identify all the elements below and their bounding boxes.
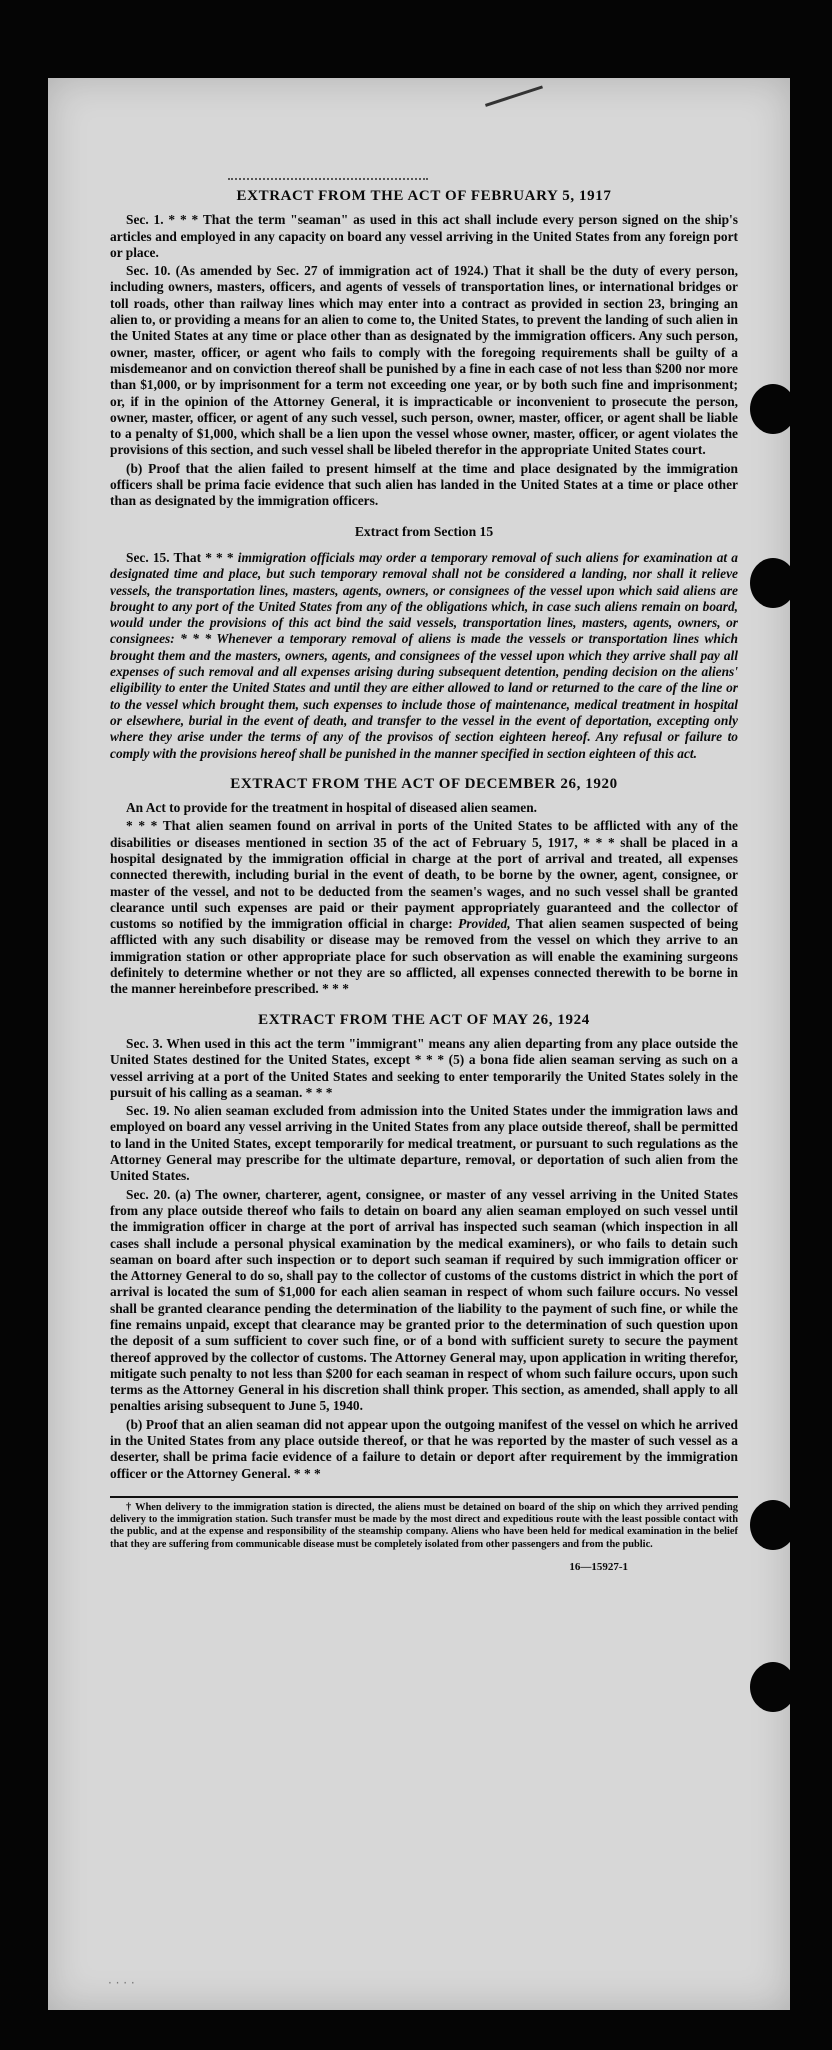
section-act-1920 (110, 776, 738, 998)
section-act-1917 (110, 188, 738, 510)
section-15-extract (110, 524, 738, 762)
document-number: 16—15927-1 (569, 1560, 628, 1573)
section-act-1924 (110, 1012, 738, 1482)
paragraph-sec-15 (110, 550, 738, 762)
hospital-text-b: That alien seamen suspected of being afflicted with any such disability or disease may be removed from the vessel on which they arrive to an immigration station or other appropriate place for such observation as will enable the examining surgeons definitely to determine whether or not they are so afflicted, all expenses connected therewith to be borne in the manner hereinbefore prescribed. * * * (110, 916, 739, 997)
punch-hole-2 (750, 558, 790, 608)
heading-act-1920: EXTRACT FROM THE ACT OF DECEMBER 26, 1920 (230, 775, 618, 792)
footnote-divider (110, 1496, 738, 1498)
heading-act-1917: EXTRACT FROM THE ACT OF FEBRUARY 5, 1917 (236, 188, 612, 204)
punch-hole-1 (750, 384, 790, 434)
paragraph-sec-19: Sec. 19. No alien seaman excluded from admission into the United States under the immigration laws and employed on board any vessel arriving in the United States from any place outside thereof, shall be permitted to land in the United States, except temporarily for medical treatment, or pursuant to such regulations as the Attorney General may prescribe for the ultimate departure, removal, or deportation of such alien from the United States. (110, 1103, 738, 1184)
provided-word: Provided, (458, 916, 511, 932)
document-content (110, 188, 738, 1575)
paragraph-hospital-treatment (110, 818, 738, 997)
heading-section-15: Extract from Section 15 (354, 523, 494, 539)
punch-hole-3 (750, 1500, 790, 1550)
pencil-scribble: · · · · (108, 1976, 135, 1990)
paragraph-sec-1: Sec. 1. * * * That the term "seaman" as used in this act shall include every person signed on the ship's articles and employed in any capacity on board any vessel arriving in the United States from any foreign port or place. (110, 212, 738, 260)
punch-hole-4 (750, 1662, 790, 1712)
paragraph-sec-10: Sec. 10. (As amended by Sec. 27 of immigration act of 1924.) That it shall be the duty of every person, including owners, masters, officers, and agents of vessels of transportation lines, or international bridges or toll roads, other than railway lines which may enter into a contract as provided in section 23, bringing an alien to, or providing a means for an alien to come to, the United States, to prevent the landing of such alien in the United States at any time or place other than as designated by the immigration officers. Any such person, owner, master, officer, or agent who fails to comply with the foregoing requirements shall be guilty of a misdemeanor and on conviction thereof shall be punished by a fine in each case of not less than $200 nor more than $1,000, or by imprisonment for a term not exceeding one year, or by both such fine and imprisonment; or, if in the opinion of the Attorney General, it is impracticable or inconvenient to prosecute the person, owner, master, officer, or agent of any such vessel, such person, owner, master, officer, or agent shall be liable to a penalty of $1,000, which shall be a lien upon the vessel whose owner, master, officer, or agent violates the provisions of this section, and such vessel shall be libeled therefor in the appropriate United States court. (110, 263, 738, 458)
paragraph-sec-20-a: Sec. 20. (a) The owner, charterer, agent, consignee, or master of any vessel arriving in the United States from any place outside thereof who fails to detain on board any alien seaman employed on such vessel until the immigration officer in charge at the port of arrival has inspected such seaman (which inspection in all cases shall include a personal physical examination by the medical examiners), or who fails to detain such seaman on board after such inspection or to deport such seaman if required by such immigration officer or the Attorney General to do so, shall pay to the collector of customs of the customs district in which the port of arrival is located the sum of $1,000 for each alien seaman in respect of whom such failure occurs. No vessel shall be granted clearance pending the determination of the liability to the payment of such fine, or while the fine remains unpaid, except that clearance may be granted prior to the determination of such question upon the deposit of a sum sufficient to cover such fine, or of a bond with sufficient surety to secure the payment thereof approved by the collector of customs. The Attorney General may, upon application in writing therefor, mitigate such penalty to not less than $200 for each seaman in respect of whom such failure occurs, upon such terms as the Attorney General in his discretion shall think proper. This section, as amended, shall apply to all penalties arising subsequent to June 5, 1940. (110, 1186, 738, 1414)
scratch-mark (228, 170, 428, 180)
paragraph-sec-10-b: (b) Proof that the alien failed to present himself at the time and place designated by the immigration officers shall be prima facie evidence that such alien has landed in the United States at a time or place other than as designated by the immigration officers. (110, 460, 738, 509)
heading-act-1924: EXTRACT FROM THE ACT OF MAY 26, 1924 (258, 1011, 590, 1028)
torn-corner-mark (485, 85, 551, 131)
paragraph-sec-3: Sec. 3. When used in this act the term "immigrant" means any alien departing from any place outside the United States destined for the United States, except * * * (5) a bona fide alien seaman serving as such on a vessel arriving at a port of the United States and seeking to enter temporarily the United States solely in the pursuit of his calling as a seaman. * * * (110, 1035, 738, 1100)
hospital-text-a: * * * That alien seamen found on arrival in ports of the United States to be afflicted with any of the disabilities or diseases mentioned in section 35 of the act of February 5, 1917, * * * shall be placed in a hospital designated by the immigration official in charge at the port of arrival and treated, all expenses connected therewith, including burial in the event of death, to be borne by the owner, agent, consignee, or master of the vessel, and not to be deducted from the seamen's wages, and no such vessel shall be granted clearance until such expenses are paid or their payment appropriately guaranteed and the collector of customs so notified by the immigration official in charge: (110, 818, 738, 932)
sec-15-italic-text: immigration officials may order a temporary removal of such aliens for examination at a designated time and place, but such temporary removal shall not be considered a landing, nor shall it relieve vessels, the transportation lines, masters, agents, owners, or consignees of the vessel upon which said aliens are brought to any port of the United States from any of the obligations which, in case such aliens remain on board, would under the provisions of this act bind the said vessels, transportation lines, masters, agents, owners, or consignees: * * * Whenever a temporary removal of aliens is made the vessels or transportation lines which brought them and the masters, owners, agents, and consignees of the vessel upon which they arrive shall pay all expenses of such removal and all expenses arising during subsequent detention, pending decision on the aliens' eligibility to enter the United States and until they are either allowed to land or returned to the care of the line or to the vessel which brought them, such expenses to include those of maintenance, medical treatment in hospital or elsewhere, burial in the event of death, and transfer to the vessel in the event of deportation, excepting only where they arise under the terms of any of the provisos of section eighteen hereof. Any refusal or failure to comply with the provisions hereof shall be punished in the manner specified in section eighteen of this act. (110, 549, 738, 761)
sec-15-lead: Sec. 15. That * * * (126, 549, 234, 565)
footnote: † When delivery to the immigration station is directed, the aliens must be detained on board of the ship on which they arrived pending delivery to the immigration station. Such transfer must be made by the most direct and expeditious route with the least possible contact with the public, and at the expense and responsibility of the steamship company. Aliens who have been held for medical examination in the belief that they are suffering from communicable disease must be completely isolated from other passengers and from the public. (110, 1501, 738, 1550)
paragraph-act-title: An Act to provide for the treatment in hospital of diseased alien seamen. (126, 800, 538, 816)
paragraph-sec-20-b: (b) Proof that an alien seaman did not appear upon the outgoing manifest of the vessel on which he arrived in the United States from any place outside thereof, or that he was reported by the master of such vessel as a deserter, shall be prima facie evidence of a failure to detain or deport after requirement by the immigration officer or the Attorney General. * * * (110, 1416, 738, 1481)
document-page (48, 78, 790, 2010)
